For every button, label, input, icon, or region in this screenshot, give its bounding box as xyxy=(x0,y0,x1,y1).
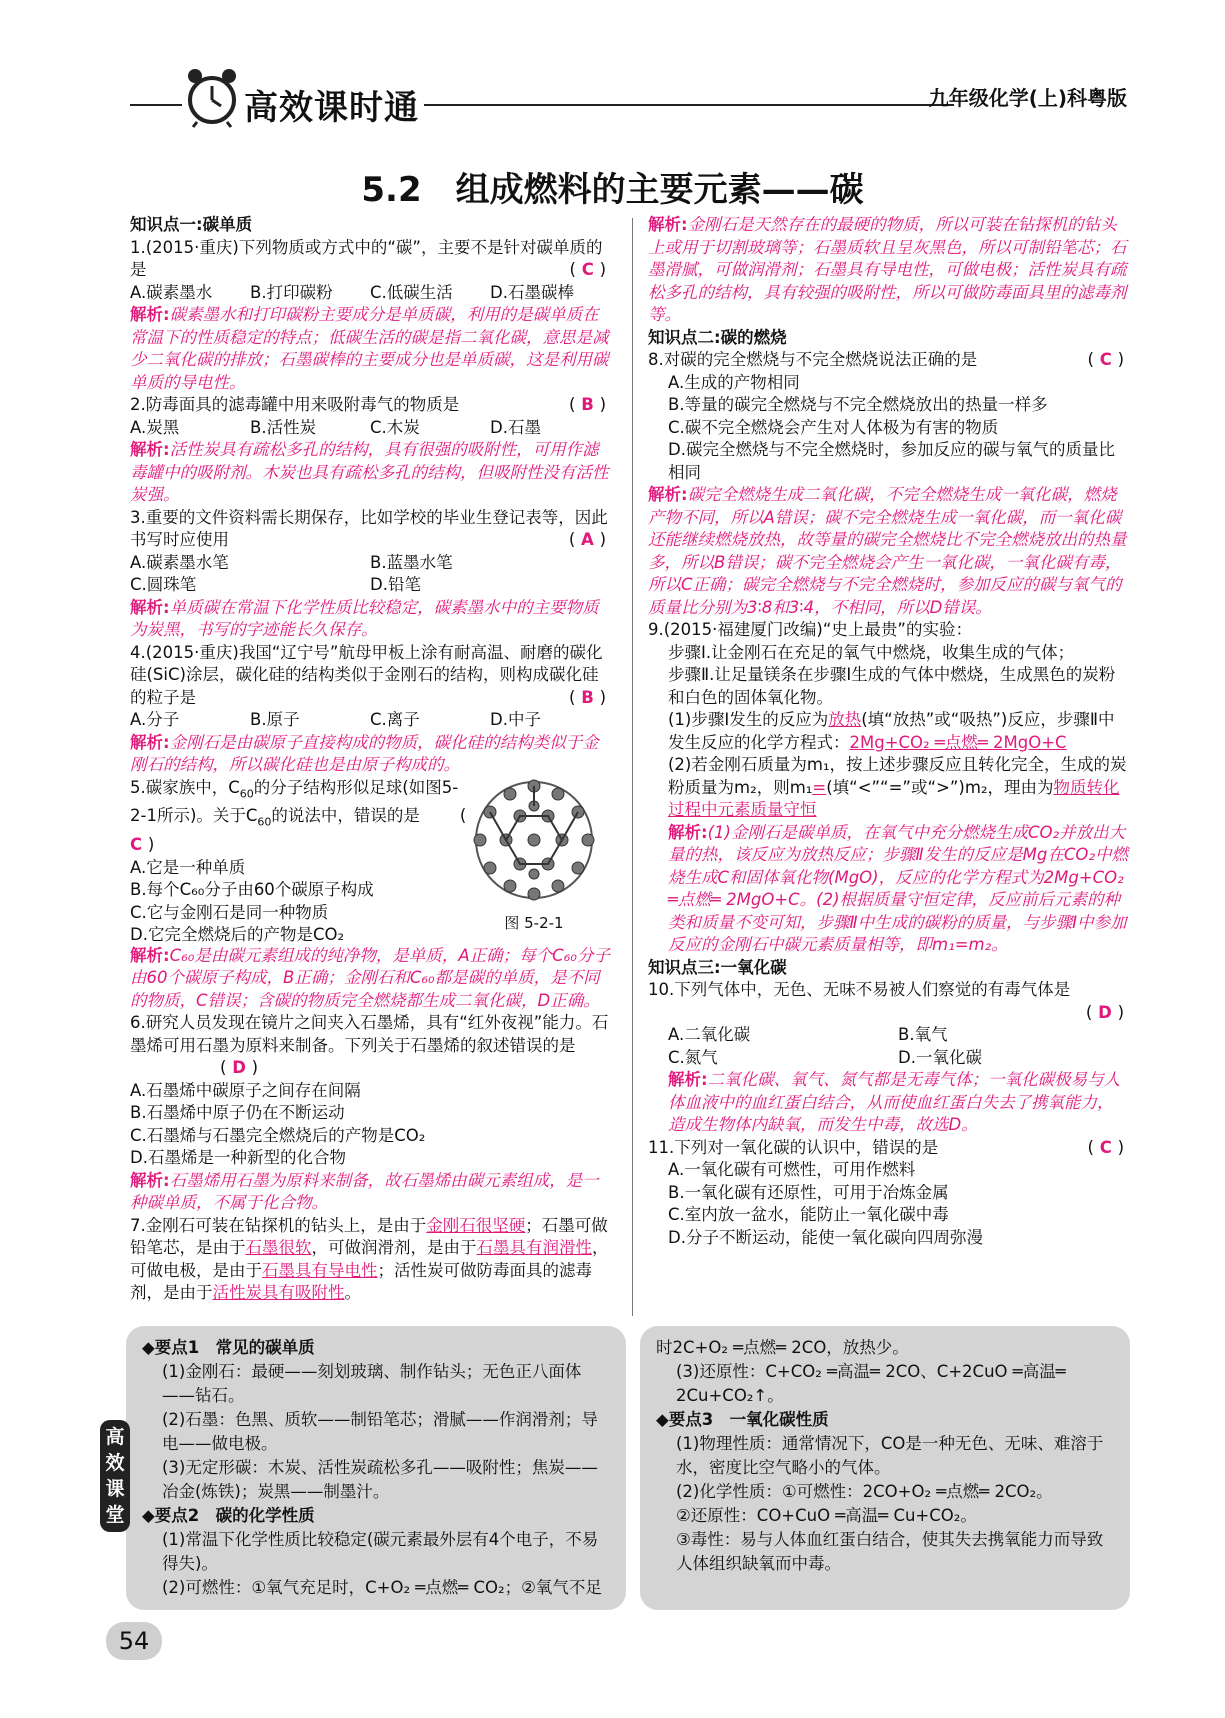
explanation: 解析:碳完全燃烧生成二氧化碳，不完全燃烧生成一氧化碳，燃烧产物不同，所以A错误；碳不完全燃烧生成一氧化碳，而一氧化碳还能继续燃烧放热，故等量的碳完全燃烧比不完全燃烧放出的热量多，所以B错误；碳不完全燃烧会产生一氧化碳，一氧化碳有毒，所以C正确；碳完全燃烧与不完全燃烧时，参加反应的碳与氧气的质量比分别为3∶8和3∶4，不相同，所以D错误。 xyxy=(648,485,1127,617)
question-9: 9.(2015·福建厦门改编)“史上最贵”的实验： 步骤Ⅰ.让金刚石在充足的氧气中燃烧，收集生成的气体； 步骤Ⅱ.让足量镁条在步骤Ⅰ生成的气体中燃烧，生成黑色的炭粉和白色的固体氧化物。 (1)步骤Ⅰ发生的反应为放热(填“放热”或“吸热”)反应，步骤Ⅱ中发生反应的化学方程式：2Mg+CO₂ ═点燃═ 2MgO+C (2)若金刚石质量为m₁，按上述步骤反应且转化完全，生成的炭粉质量为m₂，则m₁=(填“<”“=”或“>”)m₂，理由为物质转化过程中元素质量守恒 解析:(1)金刚石是碳单质，在氧气中充分燃烧生成CO₂并放出大量的热，该反应为放热反应；步骤Ⅱ发生的反应是Mg在CO₂中燃烧生成C和固体氧化物(MgO)，反应的化学方程式为2Mg+CO₂ ═点燃═ 2MgO+C。(2)根据质量守恒定律，反应前后元素的种类和质量不变可知，步骤Ⅱ中生成的碳粉的质量，与步骤Ⅰ中参加反应的金刚石中碳元素质量相等，即m₁=m₂。 xyxy=(648,619,1128,957)
left-column xyxy=(130,214,610,1305)
question-8: 8.对碳的完全燃烧与不完全燃烧说法正确的是 ( C ) A.生成的产物相同 B.等量的碳完全燃烧与不完全燃烧放出的热量一样多 C.碳不完全燃烧会产生对人体极为有害的物质 D.碳完全燃烧与不完全燃烧时，参加反应的碳与氧气的质量比相同 解析:碳完全燃烧生成二氧化碳，不完全燃烧生成一氧化碳，燃烧产物不同，所以A错误；碳不完全燃烧生成一氧化碳，而一氧化碳还能继续燃烧放热，故等量的碳完全燃烧比不完全燃烧放出的热量多，所以B错误；碳不完全燃烧会产生一氧化碳，一氧化碳有毒，所以C正确；碳完全燃烧与不完全燃烧时，参加反应的碳与氧气的质量比分别为3∶8和3∶4，不相同，所以D错误。 xyxy=(648,349,1128,619)
section-heading: 知识点二:碳的燃烧 xyxy=(648,327,787,347)
explanation: 解析:二氧化碳、氧气、氮气都是无毒气体；一氧化碳极易与人体血液中的血红蛋白结合，从而使血红蛋白失去了携氧能力，造成生物体内缺氧，而发生中毒，故选D。 xyxy=(668,1070,1121,1134)
answer-badge: ( A ) xyxy=(568,530,606,549)
book-subject: 九年级化学(上)科粤版 xyxy=(928,86,1127,110)
question-5: 5.碳家族中，$C_{60}$的分子结构形似足球(如图5-2-1所示)。关于$C_{60}$的说法中，错误的是 ( C ) A.它是一种单质 B.每个C₆₀分子由60个碳原子构成 C.它与金刚石是同一种物质 D.它完全燃烧后的产物是CO₂ xyxy=(130,777,467,945)
question-2: 2.防毒面具的滤毒罐中用来吸附毒气的物质是 ( B ) A.炭黑 B.活性炭 C.木炭 D.石墨 解析:活性炭具有疏松多孔的结构，具有很强的吸附性，可用作滤毒罐中的吸附剂。木炭也具有疏松多孔的结构，但吸附性没有活性炭强。 xyxy=(130,394,610,507)
options: A.碳素墨水 B.打印碳粉 C.低碳生活 D.石墨碳棒 xyxy=(130,282,574,302)
figure-caption: 图 5-2-1 xyxy=(504,914,564,932)
explanation: 解析:(1)金刚石是碳单质，在氧气中充分燃烧生成CO₂并放出大量的热，该反应为放热反应；步骤Ⅱ发生的反应是Mg在CO₂中燃烧生成C和固体氧化物(MgO)，反应的化学方程式为2Mg+CO₂ ═点燃═ 2MgO+C。(2)根据质量守恒定律，反应前后元素的种类和质量不变可知，步骤Ⅱ中生成的碳粉的质量，与步骤Ⅰ中参加反应的金刚石中碳元素质量相等，即m₁=m₂。 xyxy=(668,822,1128,954)
header-rule-left xyxy=(130,104,182,106)
question-1: 1.(2015·重庆)下列物质或方式中的“碳”，主要不是针对碳单质的是 ( C ) A.碳素墨水 B.打印碳粉 C.低碳生活 D.石墨碳棒 解析:碳素墨水和打印碳粉主要成分是单质碳，利用的是碳单质在常温下的性质稳定的特点；低碳生活的碳是指二氧化碳，意思是减少二氧化碳的排放；石墨碳棒的主要成分也是单质碳，这是利用碳单质的导电性。 xyxy=(130,237,610,395)
answer-badge: ( D ) xyxy=(1085,1002,1124,1022)
summary-box-left: ◆要点1 常见的碳单质 (1)金刚石：最硬——刻划玻璃、制作钻头；无色正八面体——钻石。 (2)石墨：色黑、质软——制铅笔芯；滑腻——作润滑剂；导电——做电极。 (3)无定形碳：木炭、活性炭疏松多孔——吸附性；焦炭——冶金(炼铁)；炭黑——制墨汁。 ◆要点2 碳的化学性质 (1)常温下化学性质比较稳定(碳元素最外层有4个电子，不易得失)。 (2)可燃性：①氧气充足时，C+O₂ ═点燃═ CO₂；②氧气不足 xyxy=(126,1326,626,1610)
question-3: 3.重要的文件资料需长期保存，比如学校的毕业生登记表等，因此书写时应使用 ( A ) A.碳素墨水笔 B.蓝墨水笔 C.圆珠笔 D.铅笔 解析:单质碳在常温下化学性质比较稳定，碳素墨水中的主要物质为炭黑，书写的字迹能长久保存。 xyxy=(130,507,610,642)
explanation: 解析:活性炭具有疏松多孔的结构，具有很强的吸附性，可用作滤毒罐中的吸附剂。木炭也具有疏松多孔的结构，但吸附性没有活性炭强。 xyxy=(130,440,609,504)
question-10: 10.下列气体中，无色、无味不易被人们察觉的有毒气体是 ( D ) A.二氧化碳 B.氧气 C.氮气 D.一氧化碳 解析:二氧化碳、氧气、氮气都是无毒气体；一氧化碳极易与人体血液中的血红蛋白结合，从而使血红蛋白失去了携氧能力，造成生物体内缺氧，而发生中毒，故选D。 xyxy=(648,979,1128,1137)
answer-badge: ( C ) xyxy=(569,260,606,279)
explanation: 解析:金刚石是由碳原子直接构成的物质，碳化硅的结构类似于金刚石的结构，所以碳化硅也是由原子构成的。 xyxy=(130,732,599,774)
answer-badge: ( C ) xyxy=(1087,1137,1124,1157)
brand-logo-text: 高效课时通 xyxy=(244,88,419,128)
side-tab-char: 堂 xyxy=(105,1504,125,1526)
header-rule-right xyxy=(424,104,954,106)
page-number: 54 xyxy=(106,1622,162,1660)
column-divider xyxy=(632,218,633,1316)
side-tab-char: 效 xyxy=(105,1452,125,1474)
c60-molecule-figure xyxy=(470,776,598,908)
section-heading: 知识点三:一氧化碳 xyxy=(648,957,787,977)
explanation: 解析:金刚石是天然存在的最硬的物质，所以可装在钻探机的钻头上或用于切割玻璃等；石墨质软且呈灰黑色，所以可制铅笔芯；石墨滑腻，可做润滑剂；石墨具有导电性，可做电极；活性炭具有疏松多孔的结构，具有较强的吸附性，所以可做防毒面具里的滤毒剂等。 xyxy=(648,215,1127,324)
side-tab-char: 高 xyxy=(105,1426,125,1448)
answer-badge: ( C ) xyxy=(130,806,467,855)
side-tab-char: 课 xyxy=(105,1478,125,1500)
answer-badge: ( B ) xyxy=(569,395,606,414)
page-title: 5.2 组成燃料的主要元素——碳 xyxy=(361,170,864,210)
answer-badge: ( B ) xyxy=(569,687,606,707)
alarm-clock-icon xyxy=(183,64,241,128)
question-7: 7.金刚石可装在钻探机的钻头上，是由于金刚石很坚硬；石墨可做铅笔芯，是由于石墨很软，可做润滑剂，是由于石墨具有润滑性，可做电极，是由于石墨具有导电性；活性炭可做防毒面具的滤毒剂，是由于活性炭具有吸附性。 xyxy=(130,1215,609,1303)
right-column xyxy=(648,214,1128,1249)
question-6: 6.研究人员发现在镜片之间夹入石墨烯，具有“红外夜视”能力。石墨烯可用石墨为原料来制备。下列关于石墨烯的叙述错误的是( D ) A.石墨烯中碳原子之间存在间隔 B.石墨烯中原子仍在不断运动 C.石墨烯与石墨完全燃烧后的产物是CO₂ D.石墨烯是一种新型的化合物 解析:石墨烯用石墨为原料来制备，故石墨烯由碳元素组成，是一种碳单质，不属于化合物。 xyxy=(130,1012,610,1215)
explanation: 解析:单质碳在常温下化学性质比较稳定，碳素墨水中的主要物质为炭黑，书写的字迹能长久保存。 xyxy=(130,597,599,639)
answer-badge: ( C ) xyxy=(1087,350,1124,369)
summary-box-right: 时2C+O₂ ═点燃═ 2CO，放热少。 (3)还原性：C+CO₂ ═高温═ 2CO、C+2CuO ═高温═ 2Cu+CO₂↑。 ◆要点3 一氧化碳性质 (1)物理性质：通常情况下，CO是一种无色、无味、难溶于水，密度比空气略小的气体。 (2)化学性质：①可燃性：2CO+O₂ ═点燃═ 2CO₂。 ②还原性：CO+CuO ═高温═ Cu+CO₂。 ③毒性：易与人体血红蛋白结合，使其失去携氧能力而导致人体组织缺氧而中毒。 xyxy=(640,1326,1130,1610)
figure-5-2-1 xyxy=(470,776,598,933)
question-11: 11.下列对一氧化碳的认识中，错误的是 ( C ) A.一氧化碳有可燃性，可用作燃料 B.一氧化碳有还原性，可用于冶炼金属 C.室内放一盆水，能防止一氧化碳中毒 D.分子不断运动，能使一氧化碳向四周弥漫 xyxy=(648,1137,1128,1250)
explanation: 解析:石墨烯用石墨为原料来制备，故石墨烯由碳元素组成，是一种碳单质，不属于化合物。 xyxy=(130,1170,599,1213)
side-tab-label xyxy=(100,1420,130,1532)
section-heading: 知识点一:碳单质 xyxy=(130,215,253,234)
explanation: 解析:碳素墨水和打印碳粉主要成分是单质碳，利用的是碳单质在常温下的性质稳定的特点；低碳生活的碳是指二氧化碳，意思是减少二氧化碳的排放；石墨碳棒的主要成分也是单质碳，这是利用碳单质的导电性。 xyxy=(130,305,609,392)
answer-badge: ( D ) xyxy=(220,1058,259,1078)
question-4: 4.(2015·重庆)我国“辽宁号”航母甲板上涂有耐高温、耐磨的碳化硅(SiC)涂层，碳化硅的结构类似于金刚石的结构，则构成碳化硅的粒子是 ( B ) A.分子 B.原子 C.离子 D.中子 解析:金刚石是由碳原子直接构成的物质，碳化硅的结构类似于金刚石的结构，所以碳化硅也是由原子构成的。 xyxy=(130,642,610,777)
explanation: 解析:C₆₀是由碳元素组成的纯净物，是单质，A正确；每个C₆₀分子由60个碳原子构成，B正确；金刚石和C₆₀都是碳的单质，是不同的物质，C错误；含碳的物质完全燃烧都生成二氧化碳，D正确。 xyxy=(130,945,610,1010)
